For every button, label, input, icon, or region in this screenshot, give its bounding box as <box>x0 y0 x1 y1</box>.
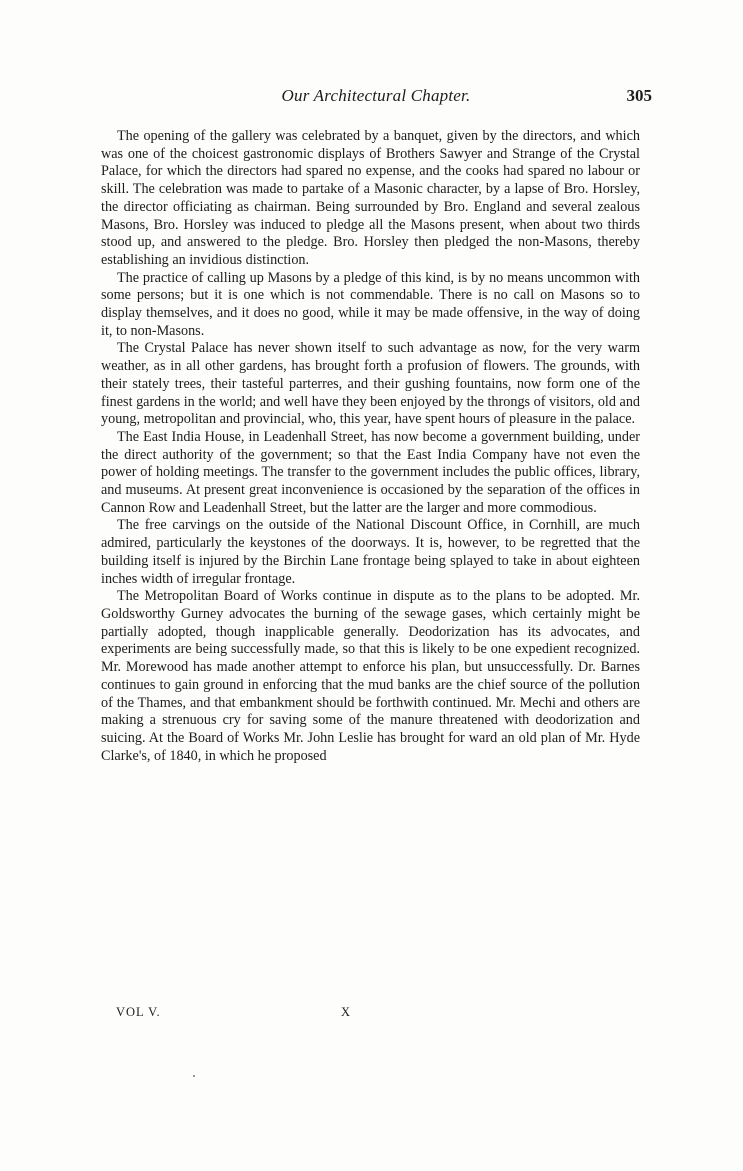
paragraph: The Crystal Palace has never shown itself to such advantage as now, for the very warm weather, as in all other gardens, has brought forth a profusion of flowers. The grounds, with their stately trees, their tasteful parterres, and their gushing fountains, now form one of the finest gardens in the world; and well have they been enjoyed by the throngs of visitors, old and young, metropolitan and provincial, who, this year, have spent hours of pleasure in the palace. <box>101 340 641 428</box>
body-text <box>101 128 640 765</box>
running-title: Our Architectural Chapter. <box>281 86 471 105</box>
print-speck <box>193 1075 195 1077</box>
paragraph: The free carvings on the outside of the National Discount Office, in Cornhill, are much admired, particularly the keystones of the doorways. It is, however, to be regretted that the building itself is injured by the Birchin Lane frontage being splayed to take in about eighteen inches width of irregular frontage. <box>101 517 640 587</box>
signature-mark: X <box>341 1005 352 1019</box>
volume-mark: VOL V. <box>116 1005 161 1019</box>
paragraph: The practice of calling up Masons by a pledge of this kind, is by no means uncommon with some persons; but it is one which is not commendable. There is no call on Masons so to display themselves, and it does no good, while it may be made offensive, in the way of doing it, to non-Masons. <box>101 269 640 339</box>
paragraph: The East India House, in Leadenhall Street, has now become a government building, under the direct authority of the government; so that the East India Company have not even the power of holding meetings. The transfer to the government includes the public offices, library, and museums. At present great inconvenience is occasioned by the separation of the offices in Cannon Row and Leadenhall Street, but the latter are the larger and more commodious. <box>101 428 640 516</box>
page-number: 305 <box>626 86 652 105</box>
paragraph: The opening of the gallery was celebrated by a banquet, given by the directors, and which was one of the choicest gastronomic displays of Brothers Sawyer and Strange of the Crystal Palace, for which the directors had spared no expense, and the cooks had spared no labour or skill. The celebration was made to partake of a Masonic character, by a lapse of Bro. Horsley, the director officiating as chairman. Being surrounded by Bro. England and several zealous Masons, Bro. Horsley was induced to pledge all the Masons present, when about two thirds stood up, and answered to the pledge. Bro. Horsley then pledged the non-Masons, thereby establishing an invidious distinction. <box>101 128 640 268</box>
page-footer <box>116 1005 416 1023</box>
page-header <box>100 86 652 110</box>
paragraph: The Metropolitan Board of Works continue in dispute as to the plans to be adopted. Mr. Goldsworthy Gurney advocates the burning of the sewage gases, which certainly might be partially adopted, though inapplicable generally. Deodorization has its advocates, and experiments are being successfully made, so that this is likely to be one expedient recognized. Mr. Morewood has made another attempt to enforce his plan, but unsuccessfully. Dr. Barnes continues to gain ground in enforcing that the mud banks are the chief source of the pollution of the Thames, and that embankment should be forthwith continued. Mr. Mechi and others are making a strenuous cry for saving some of the manure threatened with deodorization and suicing. At the Board of Works Mr. John Leslie has brought for ward an old plan of Mr. Hyde Clarke's, of 1840, in which he proposed <box>101 588 640 764</box>
